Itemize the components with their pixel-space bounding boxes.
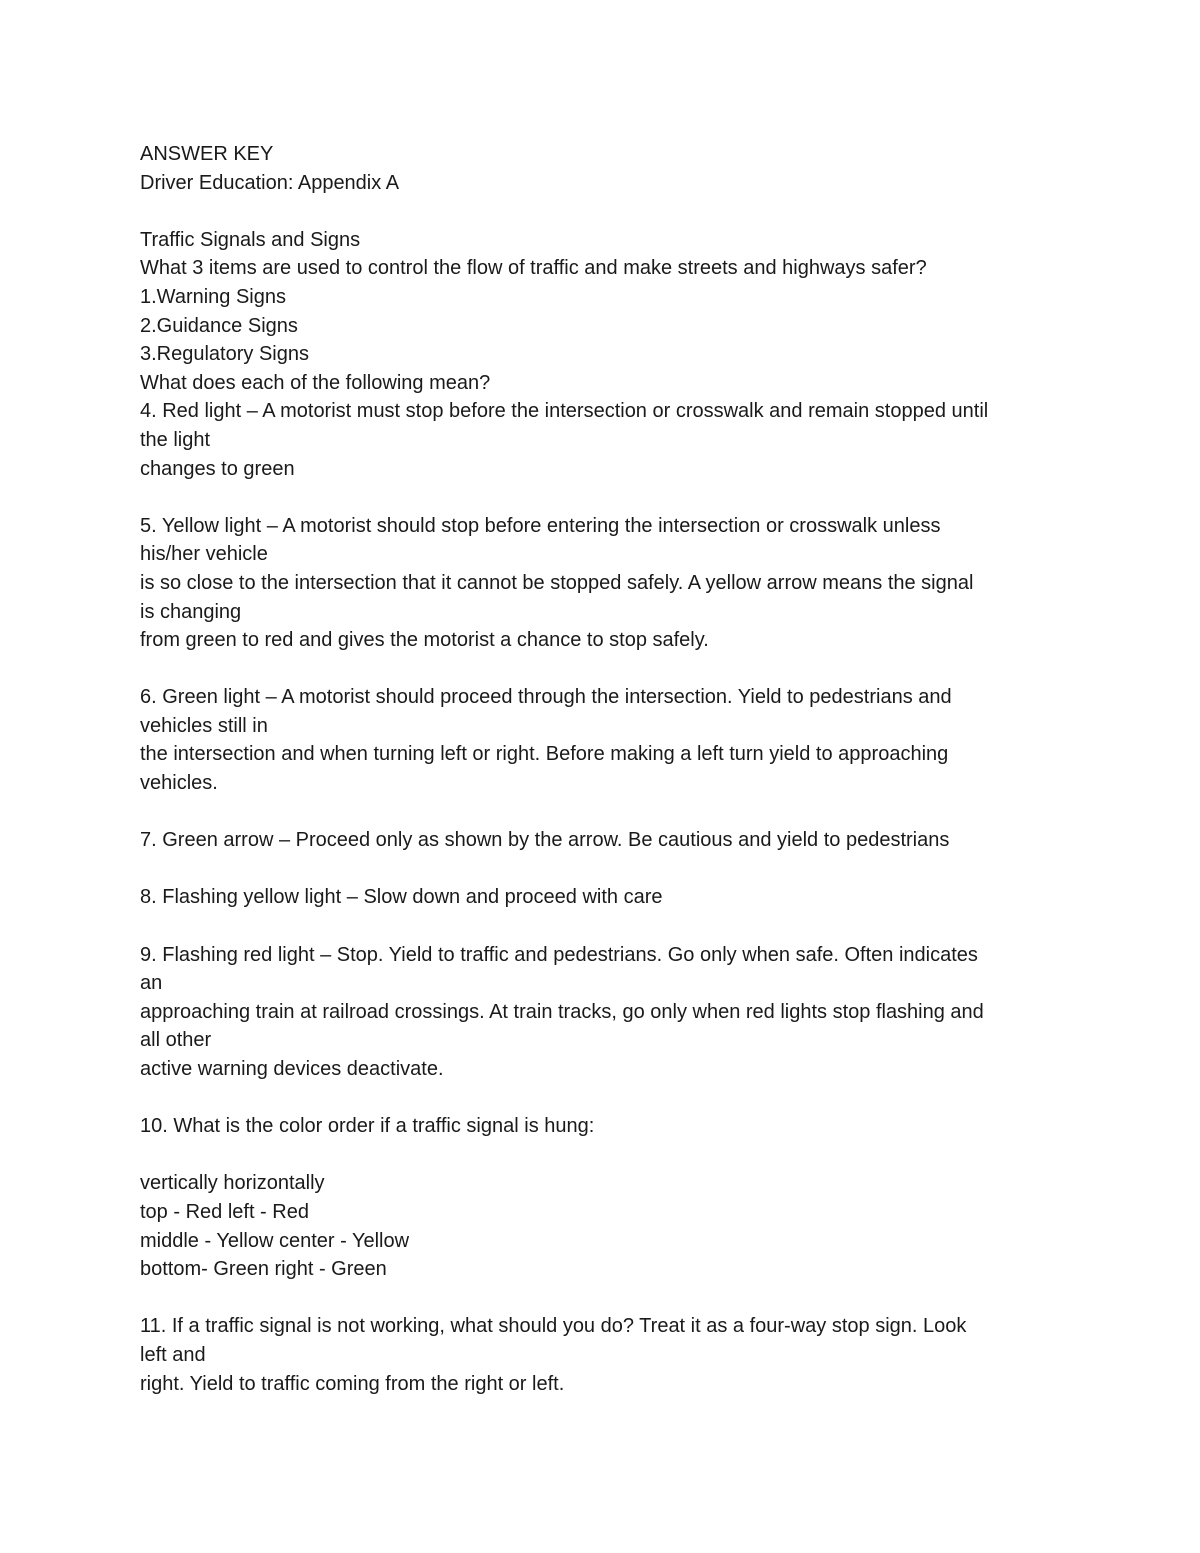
q5-line-3: is so close to the intersection that it cannot be stopped safely. A yellow arrow means the signal <box>140 571 974 594</box>
answer-key-heading: ANSWER KEY <box>140 143 274 165</box>
q11-line-2: left and <box>140 1343 206 1366</box>
q5-line-2: his/her vehicle <box>140 543 268 566</box>
q10-table-row-3: middle - Yellow center - Yellow <box>140 1229 410 1252</box>
q8-line: 8. Flashing yellow light – Slow down and proceed with care <box>140 886 663 909</box>
q4-line-3: changes to green <box>140 457 295 480</box>
q10-table-row-1: vertically horizontally <box>140 1172 325 1195</box>
answer-item-1: 1.Warning Signs <box>140 285 286 308</box>
q11-line-1: 11. If a traffic signal is not working, what should you do? Treat it as a four-way stop sign. Look <box>140 1315 967 1338</box>
q6-line-3: the intersection and when turning left or right. Before making a left turn yield to approaching <box>140 743 949 766</box>
q5-line-1: 5. Yellow light – A motorist should stop before entering the intersection or crosswalk unless <box>140 514 941 537</box>
q9-line-5: active warning devices deactivate. <box>140 1058 444 1080</box>
q11-line-3: right. Yield to traffic coming from the right or left. <box>140 1372 565 1395</box>
spacer <box>140 798 1070 827</box>
meaning-prompt: What does each of the following mean? <box>140 371 491 394</box>
spacer <box>140 655 1070 684</box>
q9-line-4: all other <box>140 1029 212 1052</box>
q6-line-2: vehicles still in <box>140 714 268 737</box>
q4-line-2: the light <box>140 428 211 451</box>
answer-item-2: 2.Guidance Signs <box>140 314 298 337</box>
spacer <box>140 197 1070 226</box>
spacer <box>140 912 1070 941</box>
document-subheading: Driver Education: Appendix A <box>140 171 400 194</box>
question-intro: What 3 items are used to control the flow of traffic and make streets and highways safer? <box>140 257 927 280</box>
q7-line: 7. Green arrow – Proceed only as shown by the arrow. Be cautious and yield to pedestrians <box>140 829 950 852</box>
spacer <box>140 855 1070 884</box>
q9-line-3: approaching train at railroad crossings. At train tracks, go only when red lights stop flashing and <box>140 1000 984 1023</box>
spacer <box>140 1284 1070 1313</box>
q4-line-1: 4. Red light – A motorist must stop before the intersection or crosswalk and remain stopped until <box>140 400 989 423</box>
q10-table-row-4: bottom- Green right - Green <box>140 1258 387 1281</box>
answer-item-3: 3.Regulatory Signs <box>140 343 309 366</box>
q5-line-4: is changing <box>140 600 242 623</box>
q10-table-row-2: top - Red left - Red <box>140 1200 309 1223</box>
q9-line-2: an <box>140 972 163 995</box>
q10-line: 10. What is the color order if a traffic signal is hung: <box>140 1115 595 1138</box>
spacer <box>140 1084 1070 1113</box>
document-body <box>140 140 1070 1398</box>
q6-line-4: vehicles. <box>140 772 218 795</box>
spacer <box>140 1141 1070 1170</box>
spacer <box>140 483 1070 512</box>
q5-line-5: from green to red and gives the motorist a chance to stop safely. <box>140 629 709 652</box>
q9-line-1: 9. Flashing red light – Stop. Yield to traffic and pedestrians. Go only when safe. Often indicates <box>140 943 978 966</box>
section-title: Traffic Signals and Signs <box>140 228 361 251</box>
q6-line-1: 6. Green light – A motorist should proceed through the intersection. Yield to pedestrians and <box>140 686 952 709</box>
